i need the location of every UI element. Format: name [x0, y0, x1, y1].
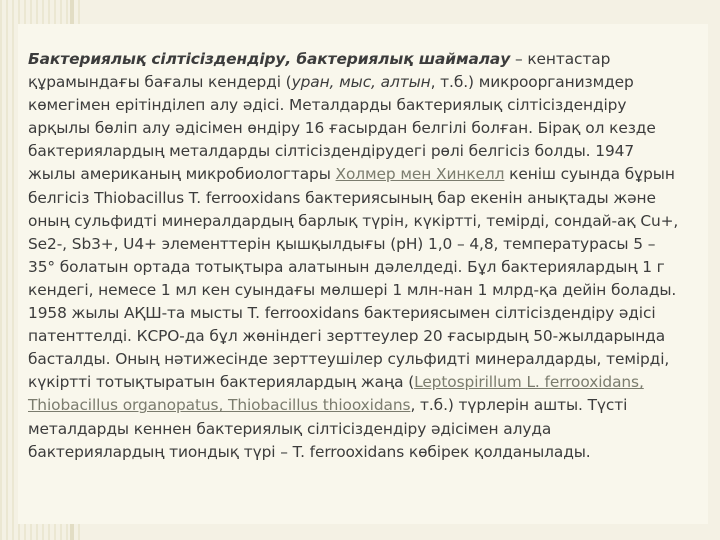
text-line — [28, 117, 712, 140]
text-line — [28, 140, 712, 163]
text-segment: кеніш суында бұрын — [504, 165, 675, 184]
hyperlink[interactable]: Thiobacillus organopatus, Thiobacillus thiooxidans — [28, 396, 411, 415]
text-segment: құрамындағы бағалы кендерді ( — [28, 73, 292, 92]
emphasis-text: уран, мыс, алтын — [291, 73, 431, 92]
text-line — [28, 418, 712, 441]
hyperlink[interactable]: Leptospirillum L. ferrooxidans, — [414, 373, 644, 392]
text-segment: кендегі, немесе 1 мл кен суындағы мөлшері 1 млн-нан 1 млрд-қа дейін болады. — [28, 280, 677, 299]
text-line — [28, 256, 712, 279]
text-segment: көмегімен ерітінділеп алу әдісі. Металдарды бактериялық сілтісіздендіру — [28, 96, 627, 115]
hyperlink[interactable]: Холмер мен Хинкелл — [335, 165, 505, 184]
text-line — [28, 348, 712, 371]
text-segment: Se2-, Sb3+, U4+ элементтерін қышқылдығы (pH) 1,0 – 4,8, температурасы 5 – — [28, 234, 656, 253]
text-segment: металдарды кеннен бактериялық сілтісіздендіру әдісімен алуда — [28, 419, 552, 438]
text-line — [28, 302, 712, 325]
text-line — [28, 233, 712, 256]
text-segment: бактериялардың тиондық түрі – T. ferrooxidans көбірек қолданылады. — [28, 442, 591, 461]
text-line — [28, 279, 712, 302]
text-segment: – кентастар — [510, 50, 611, 68]
text-segment: белгісіз Thiobacillus T. ferrooxidans бактериясының бар екенін анықтады және — [28, 188, 656, 207]
article-body — [28, 48, 712, 464]
term-heading: Бактериялық сілтісіздендіру, бактериялық шаймалау — [28, 50, 511, 68]
text-segment: , т.б.) микроорганизмдер — [430, 73, 634, 92]
text-line — [28, 163, 712, 186]
text-line — [28, 371, 712, 394]
text-line — [28, 187, 712, 210]
text-segment: басталды. Оның нәтижесінде зерттеушілер сульфидті минералдарды, темірді, — [28, 350, 670, 369]
text-segment: патенттелді. КСРО-да бұл жөніндегі зерттеулер 20 ғасырдың 50-жылдарында — [28, 327, 666, 346]
text-segment: жылы американың микробиологтары — [28, 165, 336, 184]
text-line — [28, 94, 712, 117]
text-line — [28, 394, 712, 417]
text-line — [28, 48, 712, 71]
text-line — [28, 71, 712, 94]
text-segment: , т.б.) түрлерін ашты. Түсті — [410, 396, 628, 415]
text-line — [28, 325, 712, 348]
text-segment: 1958 жылы АҚШ-та мысты T. ferrooxidans бактериясымен сілтісіздендіру әдісі — [28, 304, 656, 323]
text-segment: 35° болатын ортада тотықтыра алатынын дәлелдеді. Бұл бактериялардың 1 г — [28, 257, 665, 276]
text-segment: арқылы бөліп алу әдісімен өндіру 16 ғасырдан белгілі болған. Бірақ ол кезде — [28, 119, 656, 138]
text-segment: күкіртті тотықтыратын бактериялардың жаңа ( — [28, 373, 415, 392]
text-segment: бактериялардың металдарды сілтісіздендірудегі рөлі белгісіз болды. 1947 — [28, 142, 635, 161]
text-segment: оның сульфидті минералдардың барлық түрін, күкіртті, темірді, сондай-ақ Cu+, — [28, 211, 679, 230]
text-line — [28, 441, 712, 464]
text-line — [28, 210, 712, 233]
